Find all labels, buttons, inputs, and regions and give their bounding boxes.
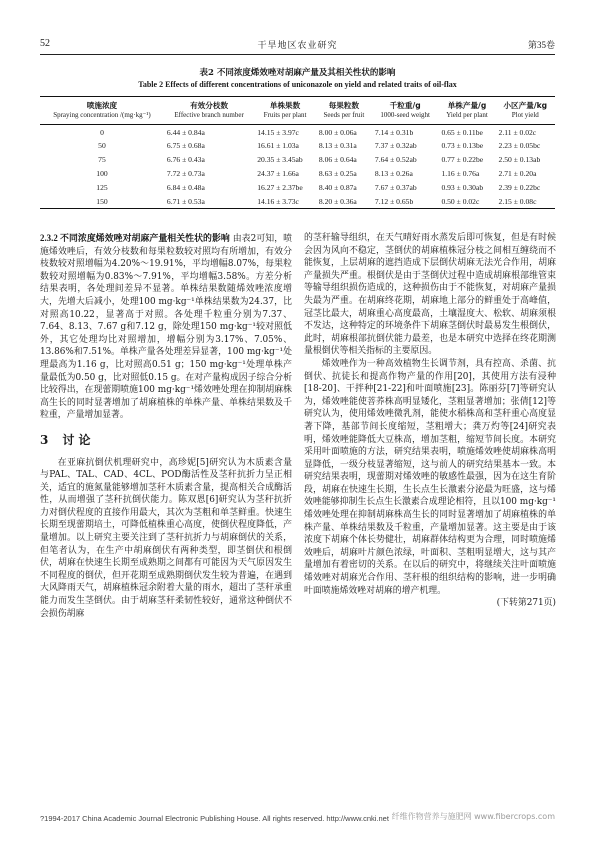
table-cell: 8.40 ± 0.87a <box>318 182 357 192</box>
table-cell: 6.75 ± 0.68a <box>166 141 205 151</box>
table-cell: 2.23 ± 0.05bc <box>498 141 541 151</box>
right-column <box>304 232 556 610</box>
table-cell: 7.12 ± 0.65b <box>374 196 414 206</box>
table-row <box>40 139 555 153</box>
discussion-paragraph: 的茎秆输导组织，在天气晴好雨水蒸发后即可恢复，但是有时候会因为风向不稳定，茎倒伏的胡麻植株冠分枝之间相互缠绕而不能恢复，上层胡麻的遮挡造成下层倒伏胡麻无法光合作用，胡麻产量损失严重。根倒伏是由于茎倒伏过程中造成胡麻根部维管束等输导组织损伤造成的，这种损伤由于不能恢复，对胡麻产量损失最为严重。在胡麻终花期，胡麻地上部分的鲜重处于高峰值，冠茎比最大，胡麻重心高度最高，土壤湿度大、松软、胡麻须根不发达，这种特定的环境条件下胡麻茎倒伏时最易发生根倒伏，此时，胡麻根部抗倒伏能力最差，也是本研究中选择在终花期测量根倒伏等相关指标的主要原因。 <box>304 233 556 357</box>
table-row <box>40 167 555 181</box>
table-cell: 2.15 ± 0.08c <box>498 196 537 206</box>
table-cell: 8.13 ± 0.31a <box>318 141 357 151</box>
subsection-body: 由表2可知，喷施烯效唑后，有效分枝数和每果粒数较对照均有所增加，有效分枝数较对照增幅为4.20%～19.91%，平均增幅8.07%，每果粒数较对照增幅为0.83%～7.91%，平均增幅3.58%。方差分析结果表明，各处理间差异不显著。单株结果数随烯效唑浓度增大，先增大后减小，处理100 mg·kg⁻¹单株结果数为24.37，比对照高10.22，显著高于对照。各处理千粒重分别为7.37、7.64、8.13、7.67 g和7.12 g，除处理150 mg·kg⁻¹较对照低外，其它处理均比对照增加，增幅分别为3.17%、7.05%、13.86%和7.51%。单株产量各处理差异显著，100 mg·kg⁻¹处理最高为1.16 g，比对照高0.51 g；150 mg·kg⁻¹处理单株产量最低为0.50 g，比对照低0.15 g。在对产量构成因子综合分析比较得出，在现蕾期喷施100 mg·kg⁻¹烯效唑处理在抑制胡麻株高生长的同时显著增加了胡麻植株的单株产量、单株结果数及千粒重，产量增加显著。 <box>40 234 293 421</box>
copyright-notice: ?1994-2017 China Academic Journal Electronic Publishing House. All rights reserved. http://www.cnki.net <box>40 814 389 823</box>
table-cell: 6.71 ± 0.53a <box>166 196 205 206</box>
concentration-cell: 150 <box>96 196 108 206</box>
section-title: 讨 论 <box>62 432 91 447</box>
table-row <box>40 180 555 194</box>
concentration-cell: 75 <box>98 155 106 165</box>
table-cell: 2.11 ± 0.02c <box>498 127 537 137</box>
header-divider <box>40 54 555 55</box>
table-cell: 7.14 ± 0.31b <box>374 127 414 137</box>
subsection-heading: 2.3.2 不同浓度烯效唑对胡麻产量相关性状的影响 <box>40 233 230 243</box>
table-cell: 2.50 ± 0.13ab <box>498 155 541 165</box>
table-cell: 24.37 ± 1.66a <box>257 168 299 178</box>
discussion-paragraph: 烯效唑作为一种高效植物生长调节剂，具有控高、杀菌、抗倒伏、抗徒长和提高作物产量的作用[20]，其使用方法有浸种[18-20]、干拌种[21-22]和叶面喷施[23]。陈丽芬[7]等研究认为，烯效唑能使菩荞株高明显矮化，茎粗显著增加；张倩[12]等研究认为，使用烯效唑微乳剂，能使水稻株高和茎秆重心高度显著下降，基部节间长度缩短，茎粗增大；龚万灼等[24]研究表明，烯效唑能降低大豆株高，增加茎粗，缩短节间长度。本研究采用叶面喷施的方法，研究结果表明，喷施烯效唑使胡麻株高明显降低，一级分枝显著缩短，这与前人的研究结果基本一致。本研究结果表明，现蕾期对烯效唑的敏感性最强，因为在这生育阶段，胡麻在快速生长期，生长点生长激素分泌最为旺盛，这与烯效唑能够抑制生长点生长激素合成理论相符，且以100 mg·kg⁻¹烯效唑处理在抑制胡麻株高生长的同时显著增加了胡麻植株的单株产量、单株结果数及千粒重，产量增加显著。这主要是由于该浓度下胡麻个体长势健壮，胡麻群体结构更为合理，同时喷施烯效唑后，胡麻叶片颜色浓绿，叶面积、茎粗明显增大，这与其产量增加有着密切的关系。在以后的研究中，将继续关注叶面喷施烯效唑对胡麻光合作用、茎秆根的组织结构的影响，进一步明确叶面喷施烯效唑对胡麻的增产机理。 <box>304 358 556 596</box>
table-cell: 1.16 ± 0.76a <box>441 168 480 178</box>
table-cell: 0.73 ± 0.13be <box>441 141 484 151</box>
left-column <box>40 232 292 620</box>
page-number: 52 <box>40 38 50 49</box>
column-header: 单株产量/g Yield per plant <box>446 101 488 120</box>
table-header-row <box>40 97 555 125</box>
discussion-paragraph: 在亚麻抗倒伏机理研究中，高珍妮[5]研究认为木质素含量与PAL、TAL、CAD、4CL、POD酶活性及茎秆抗折力呈正相关，适宜的施氮量能够增加茎秆木质素含量，提高相关合成酶活性，从而增强了茎秆抗倒伏能力。陈双恩[6]研究认为茎秆抗折力对倒伏程度的直接作用最大，其次为茎粗和单茎鲜重。快速生长期至现蕾期培土，可降低植株重心高度，使倒伏程度降低，产量增加。以上研究主要关注到了茎秆抗折力与胡麻倒伏的关系，但笔者认为，在生产中胡麻倒伏有两种类型，即茎倒伏和根倒伏，胡麻在快速生长期至成熟期之间都有可能因为天气原因发生不同程度的倒伏，但开花期至成熟期倒伏发生较为普遍，在遇到大风降雨天气，胡麻植株冠余附着大量的雨水，超出了茎秆承重能力而发生茎倒伏。由于胡麻茎秆柔韧性较好，通常这种倒伏不会损伤胡麻 <box>40 457 292 619</box>
table-cell: 6.76 ± 0.43a <box>166 155 205 165</box>
watermark: 纤维作物营养与施肥网 www.fibercrops.com <box>391 812 555 821</box>
table-cell: 8.00 ± 0.06a <box>318 127 357 137</box>
table-cell: 2.39 ± 0.22bc <box>498 182 541 192</box>
continued-note: (下转第271页) <box>496 598 556 609</box>
table-cell: 8.13 ± 0.26a <box>374 168 413 178</box>
table-cell: 14.15 ± 3.97c <box>257 127 299 137</box>
column-header: 有效分枝数 Effective branch number <box>174 101 244 120</box>
table-cell: 7.64 ± 0.52ab <box>374 155 417 165</box>
page-header <box>40 36 555 52</box>
volume-label: 第35卷 <box>527 40 555 50</box>
concentration-cell: 100 <box>96 168 108 178</box>
subsection-paragraph <box>40 232 292 422</box>
page-footer <box>40 814 555 828</box>
table-row <box>40 153 555 167</box>
column-header: 单株果数 Fruits per plant <box>263 101 307 120</box>
table-cell: 0.93 ± 0.30ab <box>441 182 484 192</box>
table-cell: 0.77 ± 0.22be <box>441 155 484 165</box>
table-cell: 8.20 ± 0.36a <box>318 196 357 206</box>
section-number: 3 <box>40 432 49 447</box>
table-cell: 16.27 ± 2.37be <box>257 182 303 192</box>
table-cell: 8.63 ± 0.25a <box>318 168 357 178</box>
table-cell: 16.61 ± 1.03a <box>257 141 299 151</box>
table-cell: 8.06 ± 0.64a <box>318 155 357 165</box>
yield-traits-table <box>40 96 555 209</box>
table-row <box>40 194 555 208</box>
table-row <box>40 125 555 139</box>
column-header: 千粒重/g 1000-seed weight <box>380 101 430 120</box>
table-cell: 0.50 ± 0.02c <box>441 196 480 206</box>
concentration-cell: 125 <box>96 182 108 192</box>
journal-title: 干旱地区农业研究 <box>257 41 338 51</box>
table-body <box>40 125 555 209</box>
column-header: 每果粒数 Seeds per fruit <box>323 101 365 120</box>
table-title: 表2 不同浓度烯效唑对胡麻产量及其相关性状的影响 <box>199 68 396 78</box>
table-cell: 0.65 ± 0.11be <box>441 127 483 137</box>
table-cell: 6.44 ± 0.84a <box>166 127 205 137</box>
concentration-cell: 50 <box>98 141 106 151</box>
table-cell: 2.71 ± 0.20a <box>498 168 537 178</box>
column-header: 小区产量/kg Plot yield <box>503 101 548 120</box>
table-cell: 20.35 ± 3.45ab <box>257 155 303 165</box>
table-title-english: Table 2 Effects of different concentrations of uniconazole on yield and related traits of oil-flax <box>138 80 457 89</box>
table-cell: 7.37 ± 0.32ab <box>374 141 417 151</box>
concentration-cell: 0 <box>100 127 104 137</box>
table-cell: 7.67 ± 0.37ab <box>374 182 417 192</box>
table-cell: 7.72 ± 0.73a <box>166 168 205 178</box>
table-cell: 14.16 ± 3.73c <box>257 196 299 206</box>
table-cell: 6.84 ± 0.48a <box>166 182 205 192</box>
section-heading <box>40 434 292 447</box>
column-header: 喷施浓度 Spraying concentration /(mg·kg⁻¹) <box>53 101 151 120</box>
